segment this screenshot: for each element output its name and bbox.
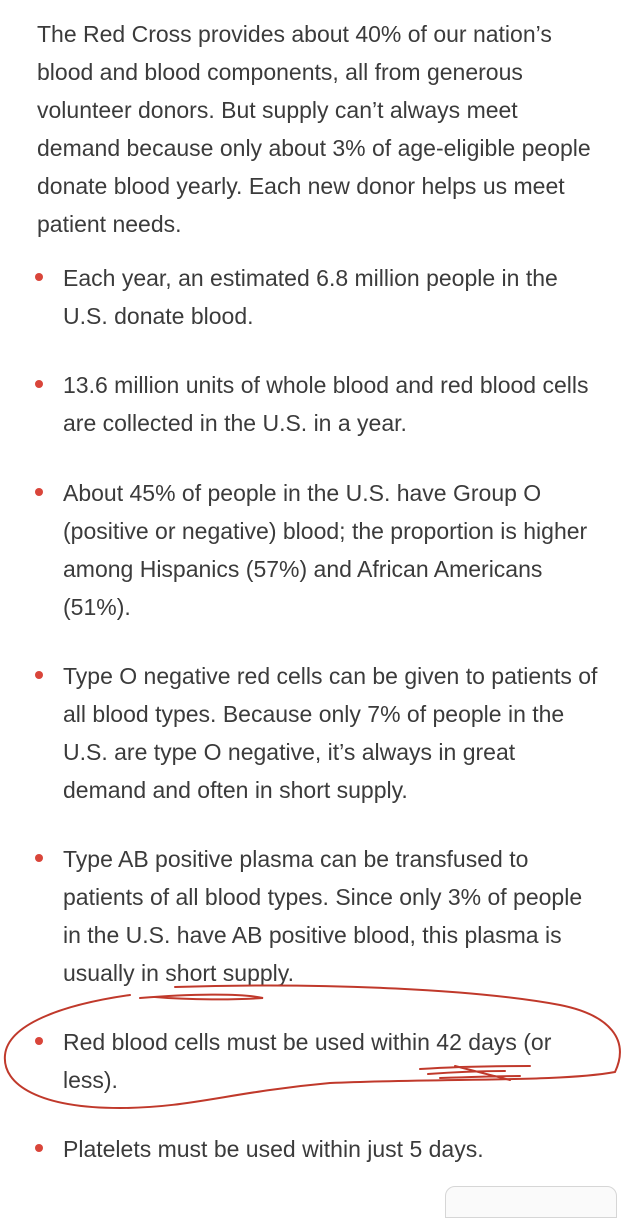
list-item-text: Each year, an estimated 6.8 million people in the U.S. donate blood. [63,265,558,329]
list-item-highlighted [63,1023,603,1099]
intro-paragraph: The Red Cross provides about 40% of our nation’s blood and blood components, all from generous volunteer donors. But supply can’t always meet demand because only about 3% of age-eligible people donate blood yearly. Each new donor helps us meet patient needs. [37,21,591,237]
list-item [63,259,603,335]
list-item-text: Type O negative red cells can be given to patients of all blood types. Because only 7% of people in the U.S. are type O negative, it’s always in great demand and often in short supply. [63,663,598,803]
list-item-text: Type AB positive plasma can be transfused to patients of all blood types. Since only 3% of people in the U.S. have AB positive blood, this plasma is usually in short supply. [63,846,583,986]
floating-widget-edge [445,1186,617,1218]
bullet-dot [35,1037,43,1045]
list-item [63,840,603,992]
bullet-dot [35,380,43,388]
list-item-text: About 45% of people in the U.S. have Group O (positive or negative) blood; the proportion is higher among Hispanics (57%) and African Americans (51%). [63,480,588,620]
list-item [63,366,603,442]
bullet-dot [35,1144,43,1152]
list-item [63,657,603,809]
list-item [63,1130,603,1168]
list-item-text: 13.6 million units of whole blood and red blood cells are collected in the U.S. in a year. [63,372,589,436]
list-item [63,474,603,626]
bullet-dot [35,273,43,281]
bullet-dot [35,671,43,679]
bullet-dot [35,488,43,496]
list-item-text: Red blood cells must be used within 42 days (or less). [63,1029,552,1093]
list-item-text: Platelets must be used within just 5 days. [63,1136,484,1162]
bullet-dot [35,854,43,862]
